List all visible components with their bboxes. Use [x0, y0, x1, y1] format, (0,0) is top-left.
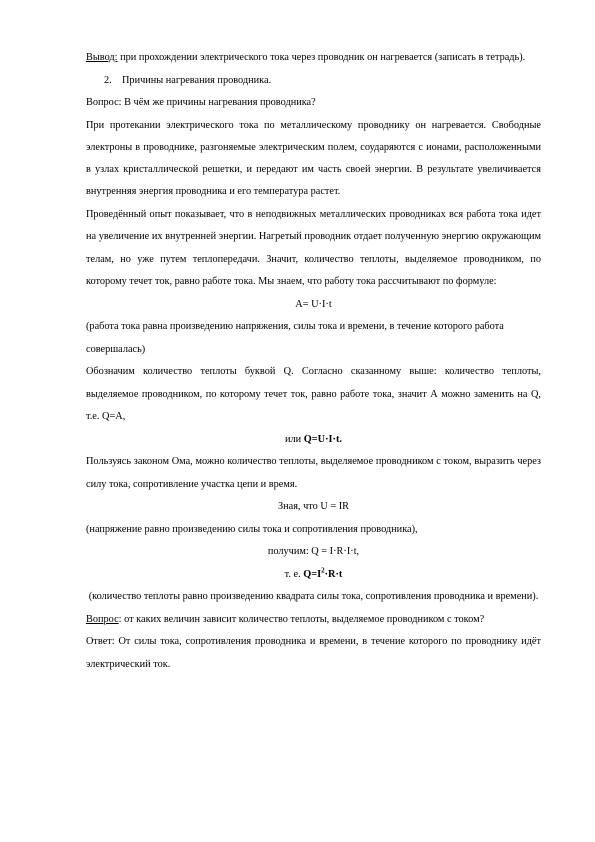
question-2-text: : от каких величин зависит количество теплоты, выделяемое проводником с током?: [118, 613, 485, 625]
explanation-paragraph: При протекании электрического тока по металлическому проводнику он нагревается. Свободные электроны в проводнике, разгоняемые электрическим полем, соударяются с ионами, расположенными в узлах кристаллической решетки, и передают им часть своей энергии. В результате увеличивается внутренняя энергия проводника и его температура растет.: [86, 119, 541, 198]
heading-text: Причины нагревания проводника.: [122, 74, 272, 86]
conclusion-label: Вывод:: [86, 52, 118, 63]
formula-joule-exponent: 2: [321, 566, 325, 575]
experiment-paragraph: Проведённый опыт показывает, что в неподвижных металлических проводниках вся работа тока идет на увеличение их внутренней энергии. Нагретый проводник отдает полученную энергию окружающим телам, но уже путем теплопередачи. Значит, количество теплоты, выделяемое проводником, по которому течет ток, равно работе тока. Мы знаем, что работу тока рассчитывают по формуле:: [86, 208, 541, 288]
work-explanation: (работа тока равна произведению напряжения, силы тока и времени, в течение которого работа совершалась): [86, 321, 504, 355]
formula-joule-q: Q=I: [303, 568, 322, 580]
list-number: 2.: [104, 74, 112, 86]
question-2-label: Вопрос: [86, 613, 119, 625]
formula-ohm: Зная, что U = IR: [277, 501, 350, 513]
conclusion-text: при прохождении электрического тока через проводник он нагревается (записать в тетрадь).: [117, 52, 526, 63]
voltage-explanation: (напряжение равно произведению силы тока и сопротивления проводника),: [86, 523, 418, 535]
formula-work: A= U·I·t: [295, 298, 332, 310]
formula-joule-rest: ·R·t: [324, 568, 343, 580]
formula-heat: [86, 429, 541, 452]
question-1: Вопрос: В чём же причины нагревания проводника?: [86, 97, 316, 108]
ohm-paragraph: Пользуясь законом Ома, можно количество теплоты, выделяемое проводником с током, выразить через силу тока, сопротивление участка цепи и время.: [86, 456, 541, 490]
formula-substitution: получим: Q = I·R·I·t,: [267, 546, 360, 558]
formula-heat-main: Q=U·I·t.: [303, 433, 342, 445]
formula-joule-lenz: [86, 564, 541, 587]
formula-joule-prefix: т. е.: [284, 568, 304, 580]
answer-paragraph: Ответ: От силы тока, сопротивления проводника и времени, в течение которого по проводнику идёт электрический ток.: [86, 636, 541, 670]
formula-heat-prefix: или: [285, 433, 304, 445]
conclusion-paragraph: [86, 47, 541, 70]
heat-paragraph: Обозначим количество теплоты буквой Q. Согласно сказанному выше: количество теплоты, выделяемое проводником, по которому течет ток, равно работе тока, значит А можно заменить на Q, т.е. Q=A,: [86, 366, 541, 423]
document-body: [86, 47, 541, 676]
formula-joule-main: [303, 566, 343, 580]
heat-explanation: (количество теплоты равно произведению квадрата силы тока, сопротивления проводника и времени).: [88, 591, 539, 603]
numbered-heading: [86, 70, 541, 93]
question-2: [86, 609, 541, 632]
